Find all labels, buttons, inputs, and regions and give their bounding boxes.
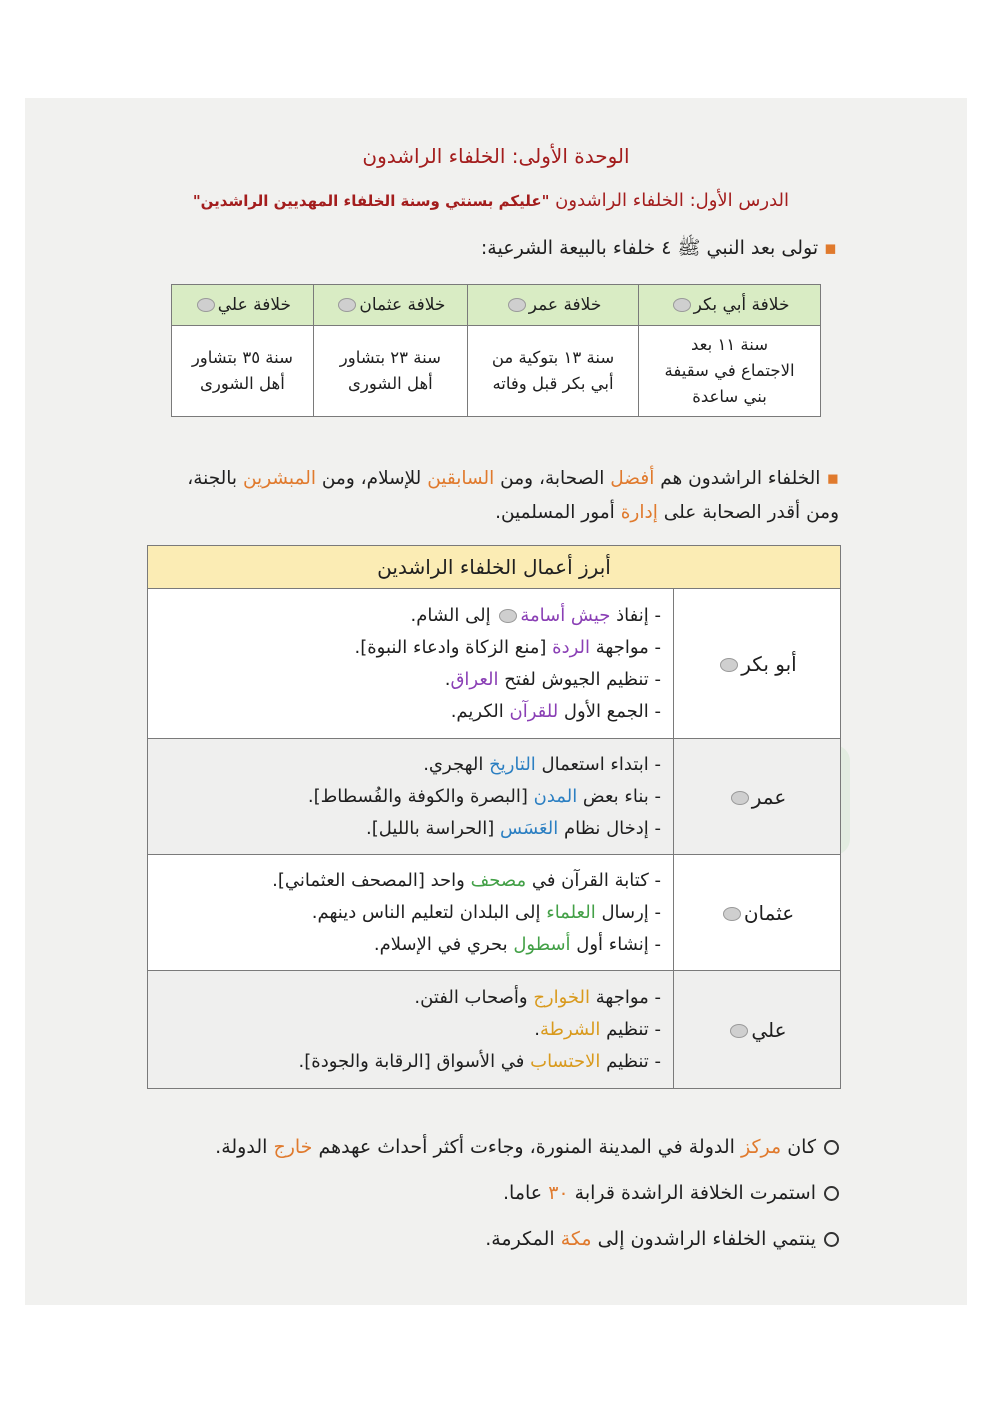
- list-item: - مواجهة الخوارج وأصحاب الفتن.: [414, 986, 661, 1008]
- works-title: أبرز أعمال الخلفاء الراشدين: [148, 546, 841, 589]
- list-item: - إدخال نظام العَسَس [الحراسة بالليل].: [366, 817, 661, 839]
- name-ali: علي: [674, 971, 841, 1089]
- square-bullet-icon: ▪: [824, 237, 837, 259]
- honorific-icon: [673, 298, 691, 312]
- honorific-icon: [499, 609, 517, 623]
- list-abubakr: [148, 589, 674, 739]
- circle-bullet-icon: [824, 1186, 839, 1201]
- honorific-icon: [731, 791, 749, 805]
- caliphates-body-row: [172, 326, 821, 417]
- list-item: - إنشاء أول أسطول بحري في الإسلام.: [373, 933, 661, 955]
- honorific-icon: [338, 298, 356, 312]
- circle-bullet-icon: [824, 1232, 839, 1247]
- list-item: - ابتداء استعمال التاريخ الهجري.: [423, 753, 661, 775]
- works-row-abubakr: [148, 589, 841, 739]
- caliphates-header-row: [172, 285, 821, 326]
- honorific-icon: [508, 298, 526, 312]
- lesson-title: [193, 190, 789, 211]
- note-2: استمرت الخلافة الراشدة قرابة ٣٠ عاما.: [503, 1182, 839, 1204]
- intro-text: تولى بعد النبي ﷺ ٤ خلفاء بالبيعة الشرعية:: [480, 237, 819, 259]
- cell-ali: سنة ٣٥ بتشاور أهل الشورى: [172, 326, 314, 417]
- lesson-quote: "عليكم بسنتي وسنة الخلفاء المهديين الراشدين": [192, 192, 550, 210]
- cell-uthman: سنة ٢٣ بتشاور أهل الشورى: [313, 326, 467, 417]
- works-row-umar: [148, 739, 841, 855]
- lesson-label: الدرس الأول: الخلفاء الراشدون: [555, 190, 789, 211]
- cell-abubakr: سنة ١١ بعد الاجتماع في سقيفة بني ساعدة: [639, 326, 821, 417]
- list-item: - إنفاذ جيش أسامة إلى الشام.: [410, 604, 661, 626]
- honorific-icon: [197, 298, 215, 312]
- list-item: - تنظيم الاحتساب في الأسواق [الرقابة والجودة].: [298, 1050, 661, 1072]
- list-item: - بناء بعض المدن [البصرة والكوفة والفُسطاط].: [307, 785, 661, 807]
- note-1: كان مركز الدولة في المدينة المنورة، وجاءت أكثر أحداث عهدهم خارج الدولة.: [215, 1136, 839, 1158]
- header-ali: خلافة علي: [172, 285, 314, 326]
- unit-title: الوحدة الأولى: الخلفاء الراشدون: [362, 144, 630, 168]
- honorific-icon: [730, 1024, 748, 1038]
- header-umar: خلافة عمر: [467, 285, 638, 326]
- list-item: - إرسال العلماء إلى البلدان لتعليم الناس دينهم.: [311, 901, 661, 923]
- name-uthman: عثمان: [674, 855, 841, 971]
- list-item: - تنظيم الشرطة.: [534, 1018, 661, 1040]
- list-umar: [148, 739, 674, 855]
- note-3: ينتمي الخلفاء الراشدون إلى مكة المكرمة.: [485, 1228, 839, 1250]
- honorific-icon: [723, 907, 741, 921]
- square-bullet-icon: ▪: [826, 468, 839, 489]
- intro-line: [481, 236, 837, 264]
- works-row-uthman: [148, 855, 841, 971]
- works-row-ali: [148, 971, 841, 1089]
- honorific-icon: [720, 658, 738, 672]
- name-umar: عمر: [674, 739, 841, 855]
- header-uthman: خلافة عثمان: [313, 285, 467, 326]
- list-item: - كتابة القرآن في مصحف واحد [المصحف العثماني].: [272, 869, 661, 891]
- list-item: - مواجهة الردة [منع الزكاة وادعاء النبوة].: [354, 636, 661, 658]
- caliphates-table: [171, 284, 821, 417]
- cell-umar: سنة ١٣ بتوكية من أبي بكر قبل وفاته: [467, 326, 638, 417]
- list-ali: [148, 971, 674, 1089]
- works-title-row: [148, 546, 841, 589]
- watermark-text: موقع حلولي: [228, 745, 428, 791]
- works-table: [147, 545, 841, 1089]
- circle-bullet-icon: [824, 1140, 839, 1155]
- list-item: - الجمع الأول للقرآن الكريم.: [450, 700, 661, 722]
- name-abubakr: أبو بكر: [674, 589, 841, 739]
- list-uthman: [148, 855, 674, 971]
- list-item: - تنظيم الجيوش لفتح العراق.: [444, 668, 661, 690]
- virtues-paragraph: ▪الخلفاء الراشدون هم أفضل الصحابة، ومن السابقين للإسلام، ومن المبشرين بالجنة، ومن أقدر الصحابة على إدارة أمور المسلمين.: [187, 468, 839, 523]
- header-abubakr: خلافة أبي بكر: [639, 285, 821, 326]
